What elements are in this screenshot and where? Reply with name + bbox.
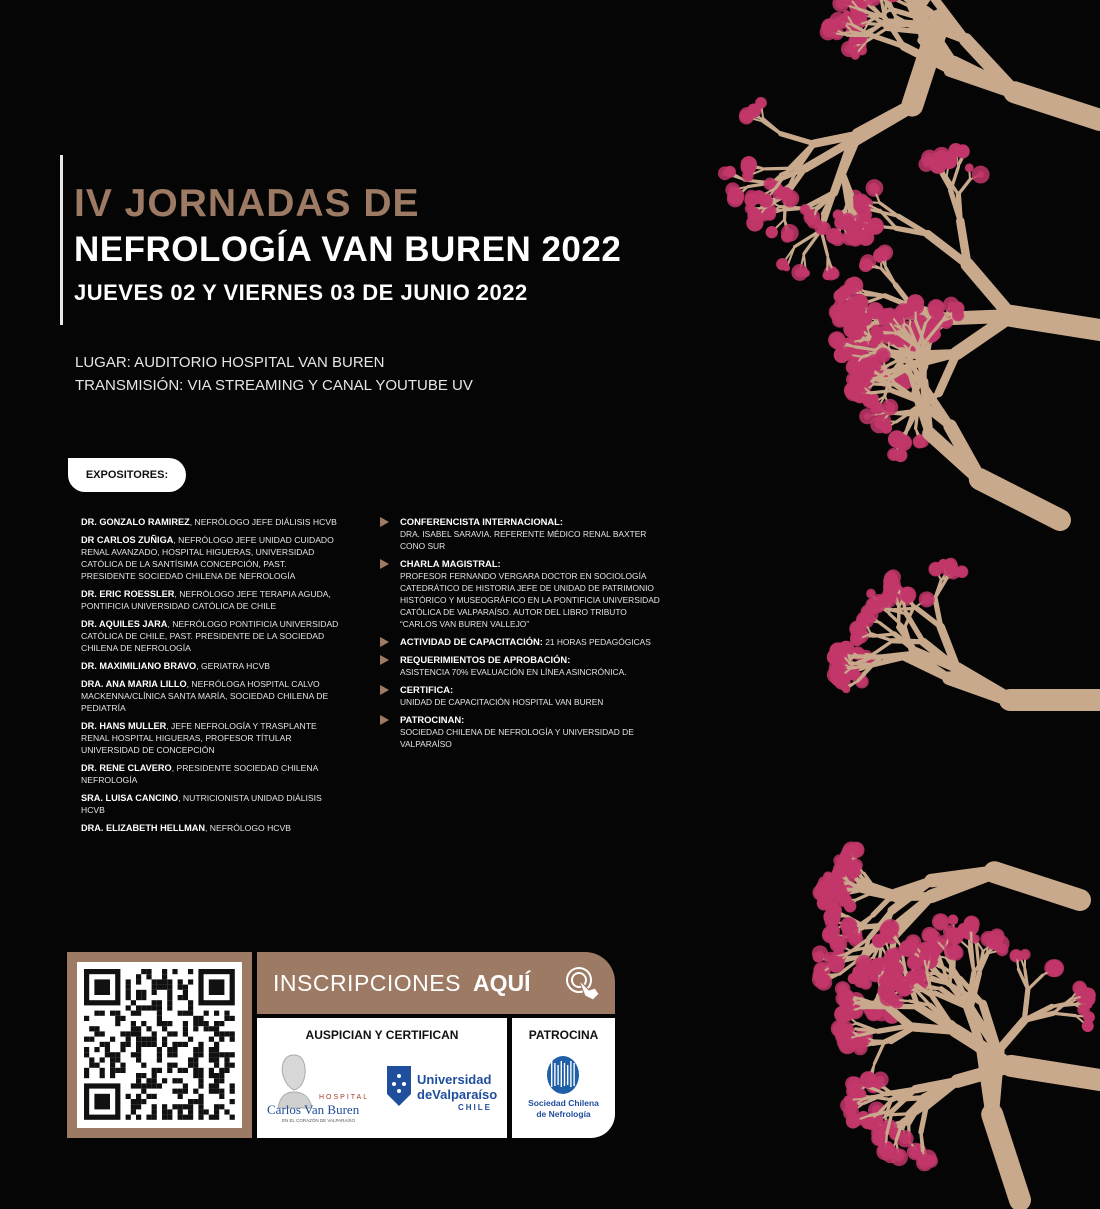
speaker-item <box>81 720 339 756</box>
title-accent-bar <box>60 155 63 325</box>
info-text: PROFESOR FERNANDO VERGARA DOCTOR EN SOCIOLOGÍA CATEDRÁTICO DE HISTORIA JEFE DE UNIDAD DE PATRIMONIO HISTÓRICO Y MUSEOGRÁFICO EN LA PONTIFICIA UNIVERSIDAD CATÓLICA DE VALPARAÍSO. AUTOR DEL LIBRO TRIBUTO “CARLOS VAN BUREN VALLEJO” <box>400 571 660 629</box>
registration-link[interactable]: AQUÍ <box>472 969 531 996</box>
info-item <box>380 684 660 708</box>
speaker-name: DR CARLOS ZUÑIGA <box>81 535 174 545</box>
sponsors-title: AUSPICIAN Y CERTIFICAN <box>305 1028 459 1042</box>
speaker-item <box>81 534 339 582</box>
triangle-bullet-icon <box>380 637 389 647</box>
event-title-line2: NEFROLOGÍA VAN BUREN 2022 <box>74 230 622 269</box>
sponsors-panel <box>257 1018 507 1138</box>
qr-code[interactable] <box>77 962 242 1128</box>
speakers-list <box>81 516 339 840</box>
event-title-line1: IV JORNADAS DE <box>74 182 420 225</box>
venue-place: LUGAR: AUDITORIO HOSPITAL VAN BUREN <box>75 354 385 371</box>
event-info-list <box>380 516 660 756</box>
speaker-role: , GERIATRA HCVB <box>196 661 271 671</box>
triangle-bullet-icon <box>380 559 389 569</box>
nephrology-society-logo <box>545 1055 581 1095</box>
speaker-name: DR. HANS MULLER <box>81 721 167 731</box>
info-heading: REQUERIMIENTOS DE APROBACIÓN: <box>400 654 571 665</box>
hospital-bust-logo <box>272 1050 317 1110</box>
uv-shield-icon <box>385 1064 413 1108</box>
registration-button[interactable] <box>257 952 615 1014</box>
speaker-name: DRA. ELIZABETH HELLMAN <box>81 823 206 833</box>
info-text: ASISTENCIA 70% EVALUACIÓN EN LÍNEA ASINCRÓNICA. <box>400 667 627 677</box>
speaker-item <box>81 588 339 612</box>
speaker-name: DR. MAXIMILIANO BRAVO <box>81 661 197 671</box>
kidney-vasculature-image <box>640 0 1100 1209</box>
speaker-name: DR. ERIC ROESSLER <box>81 589 175 599</box>
speaker-role: , NEFRÓLOGO HCVB <box>205 823 291 833</box>
info-item <box>380 654 660 678</box>
venue-stream: TRANSMISIÓN: VIA STREAMING Y CANAL YOUTUBE UV <box>75 377 473 394</box>
speaker-role: , NEFRÓLOGA HOSPITAL CALVO MACKENNA/CLÍNICA SANTA MARÍA, SOCIEDAD CHILENA DE PEDIATRÍA <box>81 679 329 713</box>
speaker-item <box>81 792 339 816</box>
info-text: SOCIEDAD CHILENA DE NEFROLOGÍA Y UNIVERSIDAD DE VALPARAÍSO <box>400 727 634 749</box>
speaker-name: DR. GONZALO RAMIREZ <box>81 517 190 527</box>
uv-logo-line1: Universidad <box>417 1072 492 1087</box>
info-item <box>380 516 660 552</box>
speaker-role: , NEFRÓLOGO JEFE UNIDAD CUIDADO RENAL AVANZADO, HOSPITAL HIGUERAS, UNIVERSIDAD CATÓLICA DE LA SANTÍSIMA CONCEPCIÓN, PAST. PRESIDENTE SOCIEDAD CHILENA DE NEFROLOGÍA <box>81 535 334 581</box>
patron-title: PATROCINA <box>528 1028 599 1042</box>
speaker-name: DR. AQUILES JARA <box>81 619 168 629</box>
speaker-item <box>81 822 339 834</box>
info-item <box>380 636 660 648</box>
uv-logo-line3: CHILE <box>458 1103 492 1112</box>
speaker-role: , NEFRÓLOGO JEFE TERAPIA AGUDA, PONTIFICIA UNIVERSIDAD CATÓLICA DE CHILE <box>81 589 331 611</box>
info-item <box>380 714 660 750</box>
triangle-bullet-icon <box>380 685 389 695</box>
speaker-role: , NUTRICIONISTA UNIDAD DIÁLISIS HCVB <box>81 793 322 815</box>
info-text: DRA. ISABEL SARAVIA. REFERENTE MÉDICO RENAL BAXTER CONO SUR <box>400 529 647 551</box>
triangle-bullet-icon <box>380 655 389 665</box>
speaker-name: SRA. LUISA CANCINO <box>81 793 179 803</box>
speaker-role: , NEFRÓLOGO PONTIFICIA UNIVERSIDAD CATÓLICA DE CHILE, PAST. PRESIDENTE DE LA SOCIEDAD CHILENA DE NEFROLOGÍA <box>81 619 339 653</box>
speaker-role: , PRESIDENTE SOCIEDAD CHILENA NEFROLOGÍA <box>81 763 318 785</box>
info-heading: PATROCINAN: <box>400 714 465 725</box>
qr-code-frame <box>67 952 252 1138</box>
uv-logo-line2: deValparaíso <box>417 1087 498 1102</box>
speaker-item <box>81 678 339 714</box>
speaker-item <box>81 516 339 528</box>
triangle-bullet-icon <box>380 715 389 725</box>
hospital-logo-tagline: EN EL CORAZÓN DE VALPARAÍSO <box>282 1118 356 1123</box>
speaker-item <box>81 762 339 786</box>
speaker-role: , NEFRÓLOGO JEFE DIÁLISIS HCVB <box>189 517 337 527</box>
info-heading: CHARLA MAGISTRAL: <box>400 558 501 569</box>
info-heading: CERTIFICA: <box>400 684 454 695</box>
hospital-logo-line2: Carlos Van Buren <box>267 1102 360 1117</box>
hospital-logo-line1: HOSPITAL <box>319 1094 370 1101</box>
triangle-bullet-icon <box>380 517 389 527</box>
info-heading: ACTIVIDAD DE CAPACITACIÓN: <box>400 636 543 647</box>
speaker-item <box>81 660 339 672</box>
speaker-role: , JEFE NEFROLOGÍA Y TRASPLANTE RENAL HOSPITAL HIGUERAS, PROFESOR TÍTULAR UNIVERSIDAD DE CONCEPCIÓN <box>81 721 317 755</box>
speakers-heading: EXPOSITORES: <box>68 458 186 492</box>
info-heading: CONFERENCISTA INTERNACIONAL: <box>400 516 564 527</box>
speaker-name: DR. RENE CLAVERO <box>81 763 172 773</box>
patron-logo-line1: Sociedad Chilena <box>528 1098 599 1108</box>
event-dates: JUEVES 02 Y VIERNES 03 DE JUNIO 2022 <box>74 280 528 305</box>
info-text: 21 HORAS PEDAGÓGICAS <box>542 637 651 647</box>
speaker-item <box>81 618 339 654</box>
info-text: UNIDAD DE CAPACITACIÓN HOSPITAL VAN BUREN <box>400 697 604 707</box>
info-item <box>380 558 660 630</box>
patron-logo-line2: de Nefrología <box>536 1109 591 1119</box>
tap-hand-icon <box>565 964 605 1004</box>
speaker-name: DRA. ANA MARIA LILLO <box>81 679 187 689</box>
patron-panel <box>512 1018 615 1138</box>
registration-label: INSCRIPCIONES <box>273 969 461 996</box>
